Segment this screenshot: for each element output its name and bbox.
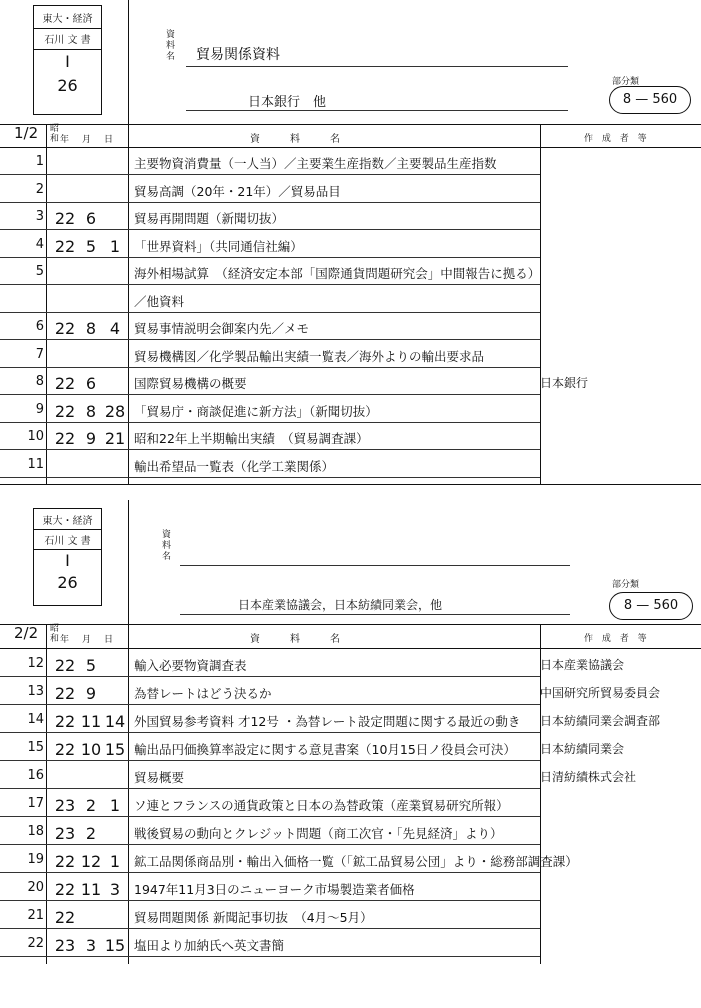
row-number: 18 (27, 824, 44, 839)
row-title: 貿易高調（20年・21年）／貿易品目 (134, 183, 341, 199)
row-number: 13 (27, 684, 44, 699)
row-month: 8 (85, 401, 97, 421)
row-title: 貿易事情説明会御案内先／メモ (134, 321, 310, 336)
row-day: 4 (109, 319, 121, 338)
row-month: 5 (85, 656, 97, 675)
row-author: 日本銀行 (540, 376, 589, 390)
row-number: 7 (35, 346, 44, 362)
row-month: 6 (85, 209, 97, 228)
row-month: 10 (80, 740, 102, 759)
row-day: 28 (104, 401, 126, 421)
row-title: 外国貿易参考資料 才12号 ・為替レート設定問題に関する最近の動き (134, 714, 521, 729)
row-year: 22 (54, 908, 76, 927)
class-code-2: 8 — 560 (609, 592, 693, 620)
row-title: 戦後貿易の動向とクレジット問題（商工次官・「先見経済」より） (134, 826, 503, 841)
row-title: 海外相場試算 （経済安定本部「国際通貨問題研究会」中間報告に拠る） (134, 266, 541, 281)
header-title-col: 資 料 名 (250, 134, 350, 145)
row-rule (0, 732, 540, 733)
row-number: 19 (27, 852, 44, 867)
collection-subtitle: 日本銀行 他 (248, 95, 327, 110)
row-title: 1947年11月3日のニューヨーク市場製造業者価格 (134, 882, 415, 897)
row-month: 5 (85, 236, 97, 256)
row-title: ソ連とフランスの通貨政策と日本の為替政策（産業貿易研究所報） (134, 798, 509, 813)
row-day: 15 (104, 740, 126, 759)
row-rule (0, 760, 540, 761)
row-month: 9 (85, 684, 97, 703)
page-indicator-2: 2/2 (14, 624, 39, 642)
row-rule (0, 257, 540, 258)
row-number: 15 (27, 740, 44, 755)
row-number: 12 (27, 656, 44, 671)
row-number: 17 (27, 796, 44, 811)
row-title: 国際貿易機構の概要 (134, 376, 247, 391)
row-number: 3 (35, 209, 44, 224)
row-year: 22 (54, 880, 76, 899)
row-rule (0, 339, 540, 340)
archive-stamp: 東大・経済 石川 文 書 I 26 (33, 5, 102, 115)
row-year: 22 (54, 852, 76, 871)
row-title: 「貿易庁・商談促進に新方法」（新聞切抜） (134, 403, 378, 419)
row-number: 16 (27, 768, 44, 783)
class-label-2: 部分類 (612, 580, 640, 590)
row-title: 「世界資料」（共同通信社編） (134, 238, 303, 254)
row-year: 23 (54, 936, 76, 955)
row-rule (0, 284, 540, 285)
row-title: 貿易問題関係 新聞記事切抜 （4月〜5月） (134, 910, 373, 925)
row-day: 21 (104, 429, 126, 448)
row-rule (0, 928, 540, 929)
row-month: 3 (85, 936, 97, 955)
row-month: 9 (85, 429, 97, 448)
row-day: 1 (109, 852, 121, 871)
header-author-col-2: 作 成 者 等 (584, 634, 650, 644)
row-title: 輸出希望品一覧表（化学工業関係） (134, 458, 335, 474)
row-number: 2 (35, 181, 44, 197)
row-number: 1 (35, 154, 44, 169)
row-title: 輸出品円価換算率設定に関する意見書案（10月15日ノ役員会可決） (134, 742, 516, 757)
row-title: 貿易概要 (134, 770, 185, 785)
row-month: 11 (80, 712, 102, 731)
row-rule (0, 422, 540, 423)
row-year: 23 (54, 824, 76, 843)
row-rule (0, 202, 540, 203)
row-year: 22 (54, 429, 76, 448)
collection-title-2: 日本産業協議会，日本紡績同業会，他 (238, 598, 443, 612)
row-year: 22 (54, 712, 76, 731)
row-number: 8 (35, 374, 44, 389)
row-title: 鉱工品関係商品別・輸出入価格一覧（「鉱工品貿易公団」より・総務部調査課） (134, 854, 578, 869)
row-year: 22 (54, 684, 76, 703)
row-day: 1 (109, 796, 121, 815)
row-title: 塩田より加納氏へ英文書簡 (134, 938, 285, 953)
row-rule (0, 477, 540, 478)
row-month: 11 (80, 880, 102, 899)
row-rule (0, 449, 540, 450)
page-indicator: 1/2 (14, 124, 39, 142)
row-rule (0, 816, 540, 817)
row-month: 2 (85, 824, 97, 843)
row-rule (0, 956, 540, 957)
row-number: 21 (27, 908, 44, 923)
row-day: 14 (104, 712, 126, 731)
row-year: 22 (54, 656, 76, 675)
row-rule (0, 312, 540, 313)
row-title: 主要物資消費量（一人当）／主要業生産指数／主要製品生産指数 (134, 156, 497, 171)
row-title: 輸入必要物資調査表 (134, 658, 247, 673)
row-number: 11 (27, 456, 44, 472)
row-number: 6 (35, 319, 44, 334)
row-author: 日本紡績同業会 (540, 742, 625, 756)
row-year: 22 (54, 319, 76, 338)
row-number: 4 (35, 236, 44, 252)
row-rule (0, 174, 540, 175)
row-number: 5 (35, 264, 44, 279)
row-rule (0, 229, 540, 230)
row-title: 為替レートはどう決るか (134, 686, 272, 701)
row-number: 20 (27, 880, 44, 895)
row-author: 日清紡績株式会社 (540, 770, 637, 784)
row-number: 22 (27, 936, 44, 951)
row-rule (0, 367, 540, 368)
row-month: 6 (85, 374, 97, 393)
row-title: 昭和22年上半期輸出実績 （貿易調査課） (134, 431, 369, 446)
row-rule (0, 900, 540, 901)
header-author-col: 作 成 者 等 (584, 134, 650, 144)
header-title-col-2: 資 料 名 (250, 634, 350, 645)
row-author: 日本産業協議会 (540, 658, 625, 672)
collection-title: 貿易関係資料 (196, 47, 280, 63)
row-rule (0, 676, 540, 677)
archive-stamp-2: 東大・経済 石川 文 書 I 26 (33, 508, 102, 606)
row-month: 8 (85, 319, 97, 338)
row-rule (0, 872, 540, 873)
row-title: 貿易再開問題（新聞切抜） (134, 211, 285, 226)
meta-label: 資 料 名 (166, 30, 176, 62)
class-label: 部分類 (612, 77, 640, 87)
row-year: 23 (54, 796, 76, 815)
row-month: 12 (80, 852, 102, 871)
row-rule (0, 394, 540, 395)
class-code: 8 — 560 (609, 86, 691, 114)
row-year: 22 (54, 401, 76, 421)
row-year: 22 (54, 209, 76, 228)
row-year: 22 (54, 236, 76, 256)
row-author: 日本紡績同業会調査部 (540, 714, 661, 728)
row-day: 1 (109, 236, 121, 256)
row-year: 22 (54, 740, 76, 759)
row-rule (0, 844, 540, 845)
row-title: 貿易機構図／化学製品輸出実績一覧表／海外よりの輸出要求品 (134, 348, 485, 364)
row-year: 22 (54, 374, 76, 393)
row-month: 2 (85, 796, 97, 815)
row-rule (0, 788, 540, 789)
row-day: 15 (104, 936, 126, 955)
row-number: 9 (35, 401, 44, 417)
row-rule (0, 704, 540, 705)
row-author: 中国研究所貿易委員会 (540, 686, 661, 700)
meta-label-2: 資 料 名 (162, 530, 172, 562)
row-number: 10 (27, 429, 44, 444)
row-number: 14 (27, 712, 44, 727)
row-day: 3 (109, 880, 121, 899)
row-title: ／他資料 (134, 293, 185, 309)
